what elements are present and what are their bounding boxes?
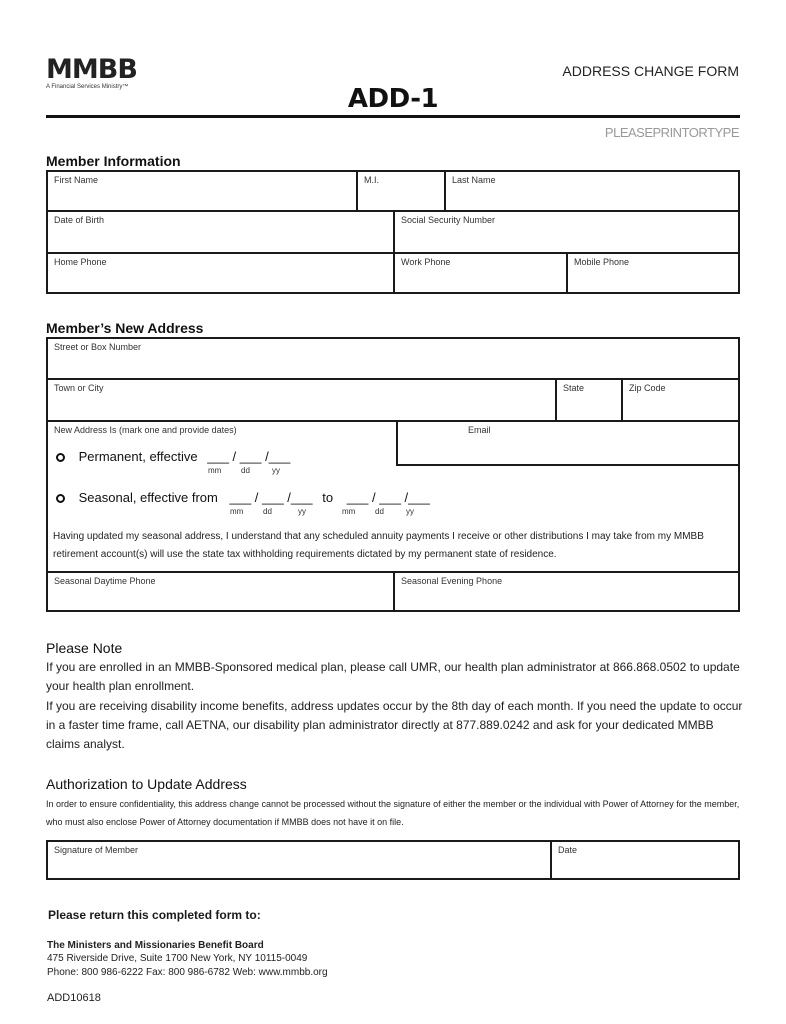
to-mm: mm bbox=[342, 507, 356, 516]
address-type-label: New Address Is (mark one and provide dates) bbox=[54, 425, 237, 435]
date-field[interactable] bbox=[552, 842, 738, 878]
org-contact: Phone: 800 986-6222 Fax: 800 986-6782 Web: www.mmbb.org bbox=[47, 967, 328, 978]
ssn-label: Social Security Number bbox=[401, 215, 496, 225]
note-medical: If you are enrolled in an MMBB-Sponsored medical plan, please call UMR, our health plan administrator at 866.868.0502 to update your health plan enrollment. bbox=[46, 660, 740, 693]
seasonal-to-label: to bbox=[322, 490, 334, 505]
dob-field[interactable] bbox=[48, 212, 395, 254]
email-field[interactable] bbox=[396, 422, 738, 466]
seasonal-notice: Having updated my seasonal address, I understand that any scheduled annuity payments I receive or other distributions I may take from my MMBB retirement account(s) will use the state tax withholding requirements dictated by my permanent state of residence. bbox=[53, 531, 704, 560]
from-yy: yy bbox=[298, 507, 306, 516]
seasonal-to-blanks[interactable]: ___ / ___ /___ bbox=[346, 490, 430, 505]
mobile-phone-field[interactable] bbox=[568, 254, 738, 292]
perm-dd: dd bbox=[241, 466, 250, 475]
authorization-text: In order to ensure confidentiality, this address change cannot be processed without the signature of either the member or the individual with Power of Attorney for the member, who must also enclose Power of Attorney documentation if MMBB does not have it on file. bbox=[46, 799, 740, 827]
new-address-table bbox=[46, 337, 740, 612]
state-label: State bbox=[563, 383, 585, 393]
permanent-radio[interactable] bbox=[56, 453, 65, 462]
email-label: Email bbox=[468, 425, 491, 435]
permanent-label: Permanent, effective bbox=[78, 449, 198, 464]
mi-label: M.I. bbox=[364, 175, 379, 185]
to-dd: dd bbox=[375, 507, 384, 516]
member-info-heading: Member Information bbox=[46, 153, 181, 169]
state-field[interactable] bbox=[557, 380, 623, 422]
seasonal-label: Seasonal, effective from bbox=[78, 490, 218, 505]
zip-field[interactable] bbox=[623, 380, 738, 422]
perm-mm: mm bbox=[208, 466, 222, 475]
mi-field[interactable] bbox=[358, 172, 446, 212]
return-heading: Please return this completed form to: bbox=[48, 908, 261, 922]
home-phone-field[interactable] bbox=[48, 254, 395, 292]
first-name-field[interactable] bbox=[48, 172, 358, 212]
seasonal-day-phone-label: Seasonal Daytime Phone bbox=[54, 576, 156, 586]
town-label: Town or City bbox=[54, 383, 104, 393]
signature-table bbox=[46, 840, 740, 880]
seasonal-radio[interactable] bbox=[56, 494, 65, 503]
from-dd: dd bbox=[263, 507, 272, 516]
street-label: Street or Box Number bbox=[54, 342, 142, 352]
ssn-field[interactable] bbox=[395, 212, 738, 254]
form-title: ADDRESS CHANGE FORM bbox=[562, 63, 739, 79]
form-id: ADD10618 bbox=[47, 992, 101, 1004]
org-name: The Ministers and Missionaries Benefit Board bbox=[47, 940, 264, 951]
permanent-option[interactable] bbox=[56, 449, 290, 464]
to-yy: yy bbox=[406, 507, 414, 516]
town-field[interactable] bbox=[48, 380, 557, 422]
please-note-heading: Please Note bbox=[46, 640, 123, 656]
permanent-date-blanks[interactable]: ___ / ___ /___ bbox=[207, 449, 291, 464]
seasonal-day-phone-field[interactable] bbox=[48, 571, 395, 610]
new-address-heading: Member’s New Address bbox=[46, 320, 204, 336]
seasonal-evening-phone-label: Seasonal Evening Phone bbox=[401, 576, 503, 586]
perm-yy: yy bbox=[272, 466, 280, 475]
org-address: 475 Riverside Drive, Suite 1700 New York, NY 10115-0049 bbox=[47, 953, 308, 964]
first-name-label: First Name bbox=[54, 175, 99, 185]
mmbb-logo: MMBB bbox=[46, 54, 137, 85]
work-phone-field[interactable] bbox=[395, 254, 568, 292]
signature-label: Signature of Member bbox=[54, 845, 139, 855]
street-field[interactable] bbox=[48, 339, 738, 380]
seasonal-evening-phone-field[interactable] bbox=[395, 571, 738, 610]
logo-tagline: A Financial Services Ministry™ bbox=[46, 84, 129, 90]
last-name-field[interactable] bbox=[446, 172, 738, 212]
form-code: ADD-1 bbox=[347, 84, 439, 114]
zip-label: Zip Code bbox=[629, 383, 666, 393]
mobile-phone-label: Mobile Phone bbox=[574, 257, 630, 267]
seasonal-option[interactable] bbox=[56, 490, 430, 505]
work-phone-label: Work Phone bbox=[401, 257, 451, 267]
member-info-table bbox=[46, 170, 740, 294]
date-label: Date bbox=[558, 845, 578, 855]
seasonal-from-blanks[interactable]: ___ / ___ /___ bbox=[229, 490, 313, 505]
last-name-label: Last Name bbox=[452, 175, 496, 185]
header-divider bbox=[46, 115, 740, 118]
authorization-heading: Authorization to Update Address bbox=[46, 776, 247, 792]
signature-field[interactable] bbox=[48, 842, 552, 878]
home-phone-label: Home Phone bbox=[54, 257, 107, 267]
from-mm: mm bbox=[230, 507, 244, 516]
note-disability: If you are receiving disability income benefits, address updates occur by the 8th day of each month. If you need the update to occur in a faster time frame, call AETNA, our disability plan administrator directly at 877.889.0242 and ask for your dedicated MMBB claims analyst. bbox=[46, 699, 743, 751]
dob-label: Date of Birth bbox=[54, 215, 105, 225]
print-note: PLEASEPRINTORTYPE bbox=[604, 125, 739, 140]
